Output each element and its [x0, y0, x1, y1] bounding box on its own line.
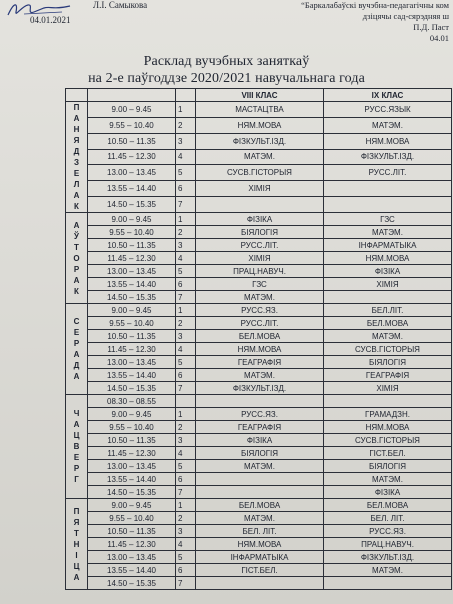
lesson-number-cell: 4	[176, 447, 196, 460]
lesson-number-cell: 1	[176, 102, 196, 118]
time-cell: 11.45 – 12.30	[88, 447, 176, 460]
class9-subject-cell	[324, 181, 452, 197]
table-row	[66, 102, 452, 118]
class9-subject-cell: ГЗС	[324, 213, 452, 226]
lesson-number-cell: 3	[176, 330, 196, 343]
class9-subject-cell: НЯМ.МОВА	[324, 133, 452, 149]
class9-subject-cell: БЕЛ.МОВА	[324, 317, 452, 330]
table-row	[66, 291, 452, 304]
class8-subject-cell: ІНФАРМАТЫКА	[196, 551, 324, 564]
table-row	[66, 149, 452, 165]
table-row	[66, 421, 452, 434]
class9-subject-cell: МАТЭМ.	[324, 226, 452, 239]
table-row	[66, 460, 452, 473]
class8-subject-cell: ХІМІЯ	[196, 181, 324, 197]
time-cell: 9.55 – 10.40	[88, 512, 176, 525]
class8-subject-cell: МАТЭМ.	[196, 149, 324, 165]
class8-subject-cell: РУСС.ЛІТ.	[196, 317, 324, 330]
class9-subject-cell	[324, 395, 452, 408]
table-row	[66, 447, 452, 460]
table-row	[66, 369, 452, 382]
lesson-number-cell: 5	[176, 460, 196, 473]
time-cell: 11.45 – 12.30	[88, 252, 176, 265]
table-row	[66, 382, 452, 395]
lesson-number-cell: 2	[176, 317, 196, 330]
table-row	[66, 343, 452, 356]
class9-subject-cell: БЕЛ.ЛІТ.	[324, 304, 452, 317]
class9-subject-cell: ГЕАГРАФІЯ	[324, 369, 452, 382]
class8-subject-cell: ГЕАГРАФІЯ	[196, 421, 324, 434]
lesson-number-cell: 7	[176, 486, 196, 499]
class9-subject-cell: НЯМ.МОВА	[324, 252, 452, 265]
approval-line: П.Д. Паст	[413, 22, 449, 32]
time-cell: 13.55 – 14.40	[88, 473, 176, 486]
table-row	[66, 133, 452, 149]
class8-subject-cell: МАТЭМ.	[196, 460, 324, 473]
time-cell: 9.00 – 9.45	[88, 102, 176, 118]
class9-subject-cell: БІЯЛОГІЯ	[324, 460, 452, 473]
signature-date: 04.01.2021	[30, 15, 71, 25]
lesson-number-cell: 3	[176, 525, 196, 538]
lesson-number-cell: 5	[176, 551, 196, 564]
lesson-number-cell: 4	[176, 343, 196, 356]
class8-subject-cell: МАТЭМ.	[196, 291, 324, 304]
day-label: П Я Т Н І Ц А	[66, 499, 88, 590]
class8-subject-cell: НЯМ.МОВА	[196, 343, 324, 356]
time-cell: 14.50 – 15.35	[88, 486, 176, 499]
table-row	[66, 512, 452, 525]
class9-subject-cell: ХІМІЯ	[324, 382, 452, 395]
class8-subject-cell	[196, 197, 324, 213]
class9-subject-cell	[324, 577, 452, 590]
lesson-number-cell: 1	[176, 304, 196, 317]
time-cell: 13.00 – 13.45	[88, 460, 176, 473]
class9-subject-cell: МАТЭМ.	[324, 117, 452, 133]
class9-subject-cell: МАТЭМ.	[324, 330, 452, 343]
class9-subject-cell: МАТЭМ.	[324, 473, 452, 486]
class9-subject-cell: СУСВ.ГІСТОРЫЯ	[324, 434, 452, 447]
day-column-header	[66, 89, 88, 102]
class8-subject-cell: ГЗС	[196, 278, 324, 291]
table-row	[66, 434, 452, 447]
table-row	[66, 213, 452, 226]
lesson-number-cell: 1	[176, 213, 196, 226]
table-row	[66, 226, 452, 239]
time-cell: 10.50 – 11.35	[88, 434, 176, 447]
time-cell: 10.50 – 11.35	[88, 133, 176, 149]
time-cell: 9.55 – 10.40	[88, 117, 176, 133]
approval-line: “Баркалабаўскі вучэбна-педагагічны ком	[301, 0, 449, 10]
approval-line: 04.01	[429, 33, 449, 43]
class9-header: IX КЛАС	[324, 89, 452, 102]
document-title: Расклад вучэбных заняткаў	[143, 54, 310, 69]
table-row	[66, 252, 452, 265]
table-row	[66, 330, 452, 343]
class8-subject-cell: МАСТАЦТВА	[196, 102, 324, 118]
lesson-number-cell: 2	[176, 421, 196, 434]
class9-subject-cell: ГРАМАДЗН.	[324, 408, 452, 421]
lesson-number-cell: 7	[176, 382, 196, 395]
lesson-number-cell: 6	[176, 278, 196, 291]
class8-subject-cell: ХІМІЯ	[196, 252, 324, 265]
class9-subject-cell: МАТЭМ.	[324, 564, 452, 577]
time-cell: 08.30 – 08.55	[88, 395, 176, 408]
class9-subject-cell: РУСС.ЯЗ.	[324, 525, 452, 538]
table-row	[66, 317, 452, 330]
class8-subject-cell: НЯМ.МОВА	[196, 117, 324, 133]
table-row	[66, 499, 452, 512]
day-label: П А Н Я Д З Е Л А К	[66, 102, 88, 213]
time-cell: 9.00 – 9.45	[88, 213, 176, 226]
time-cell: 9.00 – 9.45	[88, 499, 176, 512]
time-cell: 14.50 – 15.35	[88, 577, 176, 590]
time-cell: 9.55 – 10.40	[88, 421, 176, 434]
lesson-number-cell: 3	[176, 239, 196, 252]
day-label: Ч А Ц В Е Р Г	[66, 395, 88, 499]
class8-subject-cell: МАТЭМ.	[196, 369, 324, 382]
class8-subject-cell: МАТЭМ.	[196, 512, 324, 525]
table-row	[66, 117, 452, 133]
lesson-number-cell: 4	[176, 149, 196, 165]
class8-subject-cell: СУСВ.ГІСТОРЫЯ	[196, 165, 324, 181]
class8-subject-cell: РУСС.ЛІТ.	[196, 239, 324, 252]
class8-subject-cell: ФІЗКУЛЬТ.ІЗД.	[196, 382, 324, 395]
class8-subject-cell	[196, 577, 324, 590]
time-cell: 10.50 – 11.35	[88, 525, 176, 538]
class9-subject-cell: РУСС.ЯЗЫК	[324, 102, 452, 118]
time-cell: 10.50 – 11.35	[88, 239, 176, 252]
class8-subject-cell: БІЯЛОГІЯ	[196, 447, 324, 460]
lesson-number-cell: 3	[176, 133, 196, 149]
class9-subject-cell: БІЯЛОГІЯ	[324, 356, 452, 369]
class9-subject-cell: ФІЗІКА	[324, 265, 452, 278]
time-cell: 13.55 – 14.40	[88, 278, 176, 291]
class8-subject-cell: ПРАЦ.НАВУЧ.	[196, 265, 324, 278]
lesson-number-cell: 6	[176, 181, 196, 197]
table-row	[66, 473, 452, 486]
class9-subject-cell: ХІМІЯ	[324, 278, 452, 291]
table-row	[66, 197, 452, 213]
time-cell: 9.55 – 10.40	[88, 317, 176, 330]
time-cell: 11.45 – 12.30	[88, 343, 176, 356]
time-cell: 13.00 – 13.45	[88, 356, 176, 369]
time-cell: 10.50 – 11.35	[88, 330, 176, 343]
day-label: А Ў Т О Р А К	[66, 213, 88, 304]
class8-subject-cell: НЯМ.МОВА	[196, 538, 324, 551]
lesson-number-cell: 3	[176, 434, 196, 447]
class8-subject-cell: ФІЗІКА	[196, 213, 324, 226]
table-row	[66, 577, 452, 590]
table-row	[66, 181, 452, 197]
class9-subject-cell	[324, 291, 452, 304]
document-subtitle: на 2-е паўгоддзе 2020/2021 навучальнага года	[88, 71, 365, 86]
class9-subject-cell: ГІСТ.БЕЛ.	[324, 447, 452, 460]
time-cell: 14.50 – 15.35	[88, 382, 176, 395]
class8-subject-cell: ГЕАГРАФІЯ	[196, 356, 324, 369]
lesson-number-cell: 7	[176, 577, 196, 590]
lesson-number-cell: 5	[176, 265, 196, 278]
class9-subject-cell: ФІЗІКА	[324, 486, 452, 499]
class9-subject-cell: ФІЗКУЛЬТ.ІЗД.	[324, 551, 452, 564]
signer-name: Л.І. Самыкова	[93, 0, 148, 10]
class8-subject-cell: ФІЗКУЛЬТ.ІЗД.	[196, 133, 324, 149]
class9-subject-cell	[324, 197, 452, 213]
class8-subject-cell: БІЯЛОГІЯ	[196, 226, 324, 239]
table-row	[66, 356, 452, 369]
class9-subject-cell: БЕЛ.МОВА	[324, 499, 452, 512]
time-cell: 9.55 – 10.40	[88, 226, 176, 239]
lesson-number-cell: 6	[176, 473, 196, 486]
table-row	[66, 525, 452, 538]
class9-subject-cell: ФІЗКУЛЬТ.ІЗД.	[324, 149, 452, 165]
lesson-number-cell: 5	[176, 356, 196, 369]
lesson-number-cell: 1	[176, 499, 196, 512]
time-cell: 13.55 – 14.40	[88, 369, 176, 382]
time-cell: 13.00 – 13.45	[88, 265, 176, 278]
time-cell: 13.00 – 13.45	[88, 165, 176, 181]
lesson-number-cell: 2	[176, 512, 196, 525]
class9-subject-cell: СУСВ.ГІСТОРЫЯ	[324, 343, 452, 356]
lesson-number-cell: 7	[176, 197, 196, 213]
time-cell: 11.45 – 12.30	[88, 149, 176, 165]
time-cell: 13.55 – 14.40	[88, 181, 176, 197]
lesson-number-cell: 4	[176, 252, 196, 265]
table-row	[66, 408, 452, 421]
schedule-table	[65, 88, 452, 590]
table-header-row	[66, 89, 452, 102]
lesson-number-cell: 6	[176, 564, 196, 577]
table-row	[66, 564, 452, 577]
lesson-number-cell: 2	[176, 117, 196, 133]
class8-subject-cell	[196, 395, 324, 408]
class8-subject-cell: БЕЛ.МОВА	[196, 330, 324, 343]
class8-subject-cell: РУСС.ЯЗ.	[196, 304, 324, 317]
table-row	[66, 304, 452, 317]
table-row	[66, 239, 452, 252]
day-label: С Е Р А Д А	[66, 304, 88, 395]
class9-subject-cell: ПРАЦ.НАВУЧ.	[324, 538, 452, 551]
number-column-header	[176, 89, 196, 102]
class9-subject-cell: БЕЛ. ЛІТ.	[324, 512, 452, 525]
lesson-number-cell: 2	[176, 226, 196, 239]
time-cell: 9.00 – 9.45	[88, 304, 176, 317]
class9-subject-cell: РУСС.ЛІТ.	[324, 165, 452, 181]
lesson-number-cell	[176, 395, 196, 408]
table-row	[66, 265, 452, 278]
class8-subject-cell: ГІСТ.БЕЛ.	[196, 564, 324, 577]
time-cell: 14.50 – 15.35	[88, 197, 176, 213]
class8-subject-cell	[196, 486, 324, 499]
class8-subject-cell: БЕЛ. ЛІТ.	[196, 525, 324, 538]
class9-subject-cell: ІНФАРМАТЫКА	[324, 239, 452, 252]
approval-line: дзіцячы сад-сярэдняя ш	[362, 11, 449, 21]
time-cell: 13.00 – 13.45	[88, 551, 176, 564]
approval-block	[269, 0, 449, 44]
time-cell: 14.50 – 15.35	[88, 291, 176, 304]
time-column-header	[88, 89, 176, 102]
lesson-number-cell: 6	[176, 369, 196, 382]
table-row	[66, 278, 452, 291]
table-row	[66, 395, 452, 408]
class8-subject-cell: БЕЛ.МОВА	[196, 499, 324, 512]
lesson-number-cell: 4	[176, 538, 196, 551]
lesson-number-cell: 5	[176, 165, 196, 181]
lesson-number-cell: 7	[176, 291, 196, 304]
table-row	[66, 486, 452, 499]
time-cell: 9.00 – 9.45	[88, 408, 176, 421]
class8-header: VIII КЛАС	[196, 89, 324, 102]
class8-subject-cell: ФІЗІКА	[196, 434, 324, 447]
class8-subject-cell: РУСС.ЯЗ.	[196, 408, 324, 421]
time-cell: 11.45 – 12.30	[88, 538, 176, 551]
table-row	[66, 551, 452, 564]
table-row	[66, 538, 452, 551]
time-cell: 13.55 – 14.40	[88, 564, 176, 577]
class8-subject-cell	[196, 473, 324, 486]
lesson-number-cell: 1	[176, 408, 196, 421]
class9-subject-cell: НЯМ.МОВА	[324, 421, 452, 434]
table-row	[66, 165, 452, 181]
